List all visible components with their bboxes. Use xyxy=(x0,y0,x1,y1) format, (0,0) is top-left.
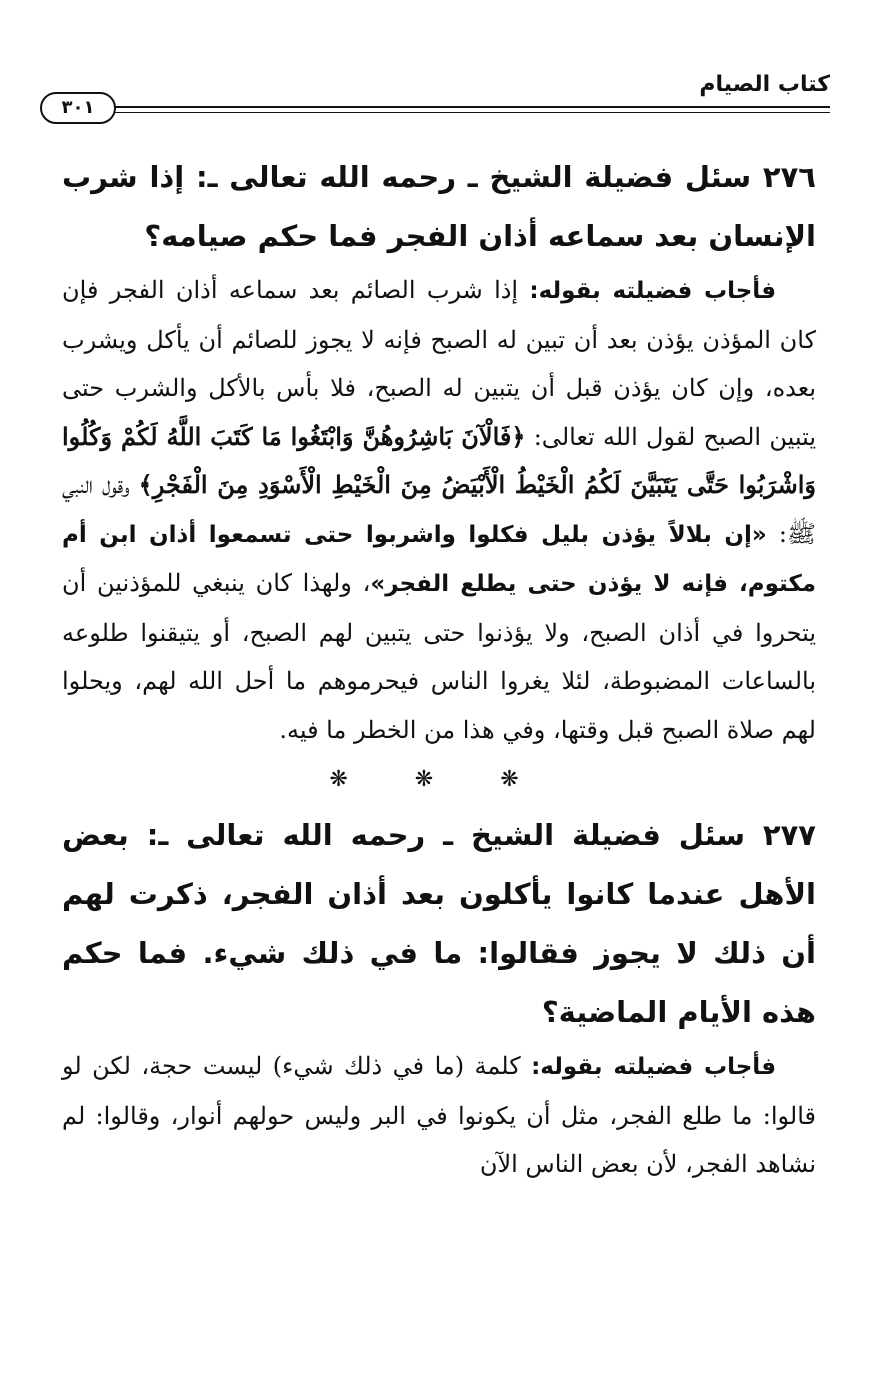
answer-276 xyxy=(62,266,816,754)
answer-text: ، ولهذا كان ينبغي للمؤذنين أن يتحروا في أذان الصبح، ولا يؤذنوا حتى يتبين لهم الصبح، أو يتيقنوا طلوعه بالساعات المضبوطة، لئلا يغروا الناس فيحرموهم ما أحل الله لهم، ويحلوا لهم صلاة الصبح قبل وقتها، وفي هذا من الخطر ما فيه. xyxy=(62,569,816,744)
section-separator: ❋ ❋ ❋ xyxy=(329,767,549,792)
page-number: ٣٠١ xyxy=(40,92,116,124)
answer-277 xyxy=(62,1042,816,1189)
question-277: ٢٧٧ سئل فضيلة الشيخ ـ رحمه الله تعالى ـ: بعض الأهل عندما كانوا يأكلون بعد أذان الفجر، ذكرت لهم أن ذلك لا يجوز فقالوا: ما في ذلك شيء. فما حكم هذه الأيام الماضية؟ xyxy=(62,818,816,1029)
page-body xyxy=(62,148,816,1189)
header-rule-thin xyxy=(108,112,830,113)
hadith-quote: «إن بلالاً يؤذن بليل فكلوا واشربوا حتى تسمعوا أذان ابن أم مكتوم، فإنه لا يؤذن حتى يطلع الفجر» xyxy=(62,521,817,597)
quran-verse: ﴿فَالْآنَ بَاشِرُوهُنَّ وَابْتَغُوا مَا كَتَبَ اللَّهُ لَكُمْ وَكُلُوا وَاشْرَبُوا حَتَّى يَتَبَيَّنَ لَكُمُ الْخَيْطُ الْأَبْيَضُ مِنَ الْخَيْطِ الْأَسْوَدِ مِنَ الْفَجْرِ﴾ xyxy=(62,421,816,499)
answer-text: وقول النبي ﷺ: xyxy=(62,471,816,548)
running-title: كتاب الصيام xyxy=(699,72,830,97)
answer-text: إذا شرب الصائم بعد سماعه أذان الفجر فإن كان المؤذن يؤذن بعد أن تبين له الصبح فإنه لا يجوز للصائم أن يأكل ويشرب بعده، وإن كان يؤذن قبل أن يتبين له الصبح، فلا بأس بالأكل والشرب حتى يتبين الصبح لقول الله تعالى: xyxy=(62,276,816,451)
page-header xyxy=(40,72,830,124)
question-276: ٢٧٦ سئل فضيلة الشيخ ـ رحمه الله تعالى ـ: إذا شرب الإنسان بعد سماعه أذان الفجر فما حكم صيامه؟ xyxy=(62,160,816,253)
answer-lead: فأجاب فضيلته بقوله: xyxy=(529,278,776,304)
answer-text: كلمة (ما في ذلك شيء) ليست حجة، لكن لو قالوا: ما طلع الفجر، مثل أن يكونوا في البر وليس حولهم أنوار، وقالوا: لم نشاهد الفجر، لأن بعض الناس الآن xyxy=(62,1052,816,1178)
answer-lead: فأجاب فضيلته بقوله: xyxy=(531,1054,776,1080)
header-rule xyxy=(108,106,830,108)
